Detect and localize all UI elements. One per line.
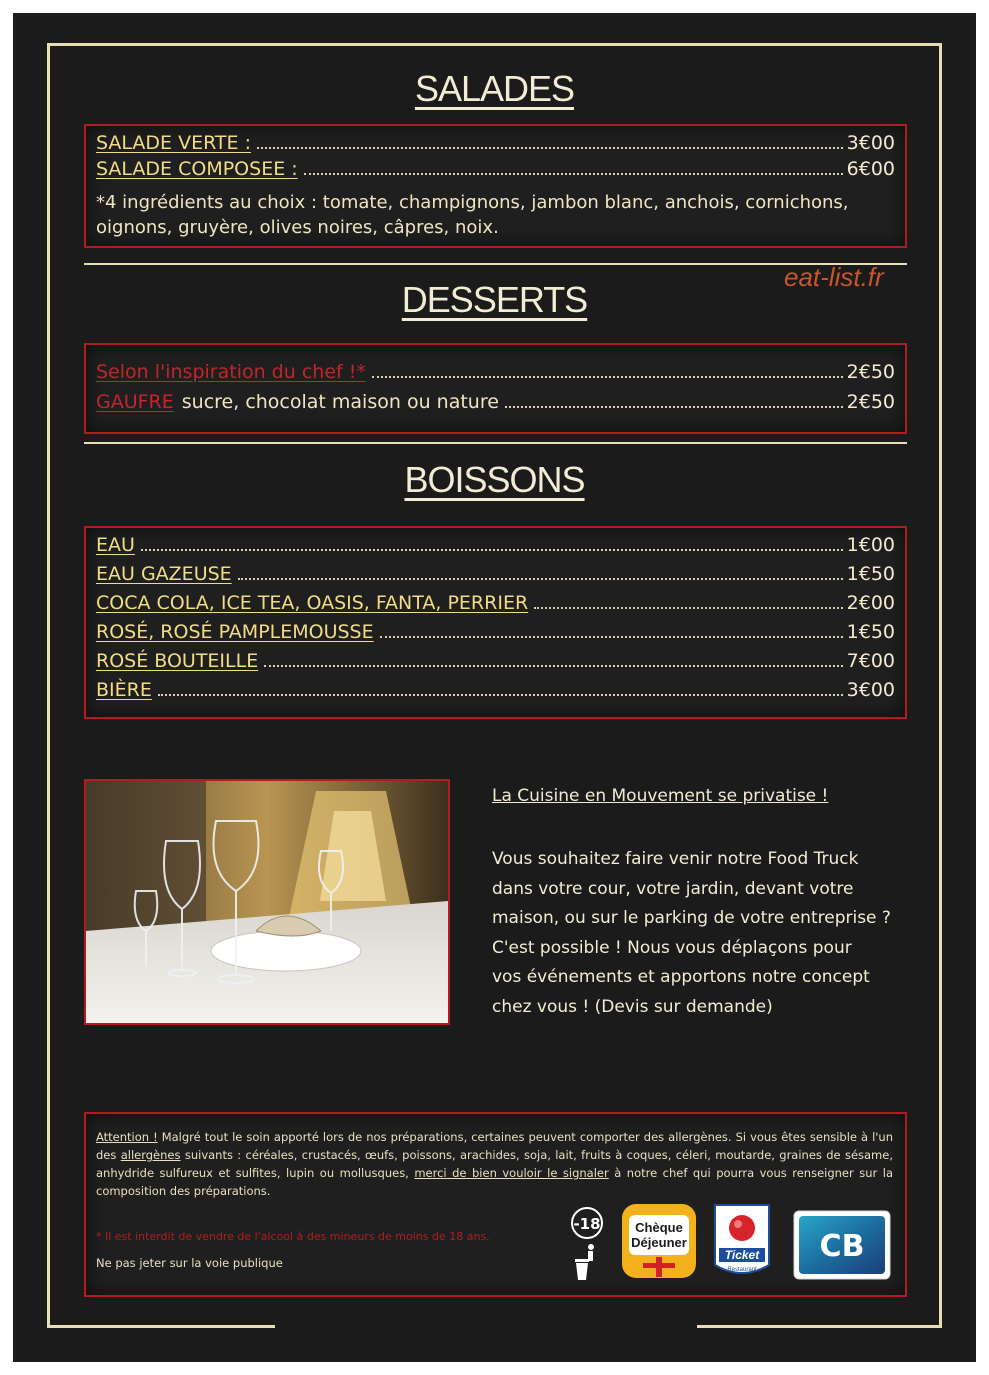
menu-item-eau [96,534,895,556]
item-label: EAU GAZEUSE [96,563,232,585]
dot-leader [304,173,843,175]
litter-notice: Ne pas jeter sur la voie publique [96,1256,283,1270]
allergen-notice-text [96,1128,893,1200]
item-price: 2€50 [846,391,895,413]
item-price: 7€00 [846,650,895,672]
promo-line: chez vous ! (Devis sur demande) [492,996,773,1017]
ticket-line-1: Ticket [724,1248,760,1262]
divider [84,442,907,444]
notice-part: suivants : céréales, crustacés, œufs, poissons, arachides, soja, lait, fruits à coques, céleri, moutarde, graines de sésame, anhydride sulfureux et sulfites, lupin ou mollusques, [96,1148,893,1180]
restaurant-table-photo [84,779,450,1025]
ticket-line-2: Restaurant [727,1267,757,1273]
item-price: 2€50 [846,361,895,383]
dot-leader [238,578,843,580]
menu-item-biere [96,679,895,701]
dot-leader [264,665,842,667]
notice-part: à notre chef qui pourra vous renseigner sur la composition des préparations. [96,1166,893,1198]
desserts-box [84,343,907,434]
dot-leader [534,607,842,609]
cb-card-logo [793,1210,891,1280]
item-price: 6€00 [846,158,895,180]
item-price: 1€50 [846,563,895,585]
privatisation-text [492,845,912,1022]
dot-leader [380,636,843,638]
frame-left-line [47,43,50,1328]
ticket-restaurant-logo [713,1203,771,1279]
item-price: 3€00 [846,132,895,154]
menu-item-salade-verte [96,132,895,154]
item-label: ROSÉ, ROSÉ PAMPLEMOUSSE [96,621,374,643]
item-price: 1€00 [846,534,895,556]
section-title-salades: SALADES [414,68,575,109]
menu-item-chef-inspiration [96,361,895,383]
frame-top-line [47,43,942,46]
boissons-box [84,526,907,719]
item-label: SALADE VERTE : [96,132,251,154]
attention-label: Attention ! [96,1130,158,1144]
item-label: ROSÉ BOUTEILLE [96,650,259,672]
cb-text: CB [819,1229,865,1264]
item-label: COCA COLA, ICE TEA, OASIS, FANTA, PERRIER [96,592,529,614]
menu-item-salade-composee [96,158,895,180]
item-label: GAUFRE [96,391,174,413]
item-label: BIÈRE [96,679,152,701]
signaler-text: merci de bien vouloir le signaler [414,1166,609,1180]
menu-item-rose [96,621,895,643]
privatisation-heading: La Cuisine en Mouvement se privatise ! [492,786,829,806]
item-label: Selon l'inspiration du chef !* [96,361,366,383]
allergen-notice-box [84,1112,907,1297]
item-price: 1€50 [846,621,895,643]
frame-right-line [939,43,942,1328]
frame-bottom-right-line [697,1325,942,1328]
salades-box [84,124,907,248]
promo-line: maison, ou sur le parking de votre entreprise ? [492,908,891,928]
menu-item-rose-bouteille [96,650,895,672]
item-options: sucre, chocolat maison ou nature [181,391,499,413]
cheque-dejeuner-logo [621,1203,697,1279]
promo-line: C'est possible ! Nous vous déplaçons pour [492,937,852,958]
promo-line: dans votre cour, votre jardin, devant votre [492,878,854,899]
item-label: EAU [96,534,135,556]
dot-leader [257,147,843,149]
cheque-line-2: Déjeuner [631,1235,687,1250]
allergenes-link-text: allergènes [120,1148,181,1162]
dot-leader [505,406,843,408]
age-badge-text: -18 [573,1215,601,1233]
notice-part: Malgré tout le soin apporté lors de nos préparations, certaines peuvent comporter des allergènes. Si vous êtes sensible à l'un des [96,1130,893,1162]
frame-bottom-left-line [47,1325,275,1328]
cheque-line-1: Chèque [635,1220,683,1235]
dot-leader [141,549,843,551]
section-title-desserts: DESSERTS [401,279,588,320]
menu-item-eau-gazeuse [96,563,895,585]
menu-item-sodas [96,592,895,614]
dot-leader [158,694,843,696]
salade-ingredients-note: *4 ingrédients au choix : tomate, champignons, jambon blanc, anchois, cornichons, oignons, gruyère, olives noires, câpres, noix. [96,192,849,238]
promo-line: Vous souhaitez faire venir notre Food Truck [492,849,859,869]
promo-line: vos événements et apportons notre concept [492,967,870,987]
age-restriction-icon [569,1207,605,1281]
menu-item-gaufre [96,391,895,413]
item-label: SALADE COMPOSEE : [96,158,298,180]
section-title-boissons: BOISSONS [404,459,585,500]
item-price: 2€00 [846,592,895,614]
watermark: eat-list.fr [784,262,884,292]
alcohol-minors-notice: * Il est interdit de vendre de l'alcool à des mineurs de moins de 18 ans. [96,1230,490,1243]
item-price: 3€00 [846,679,895,701]
dot-leader [372,376,843,378]
